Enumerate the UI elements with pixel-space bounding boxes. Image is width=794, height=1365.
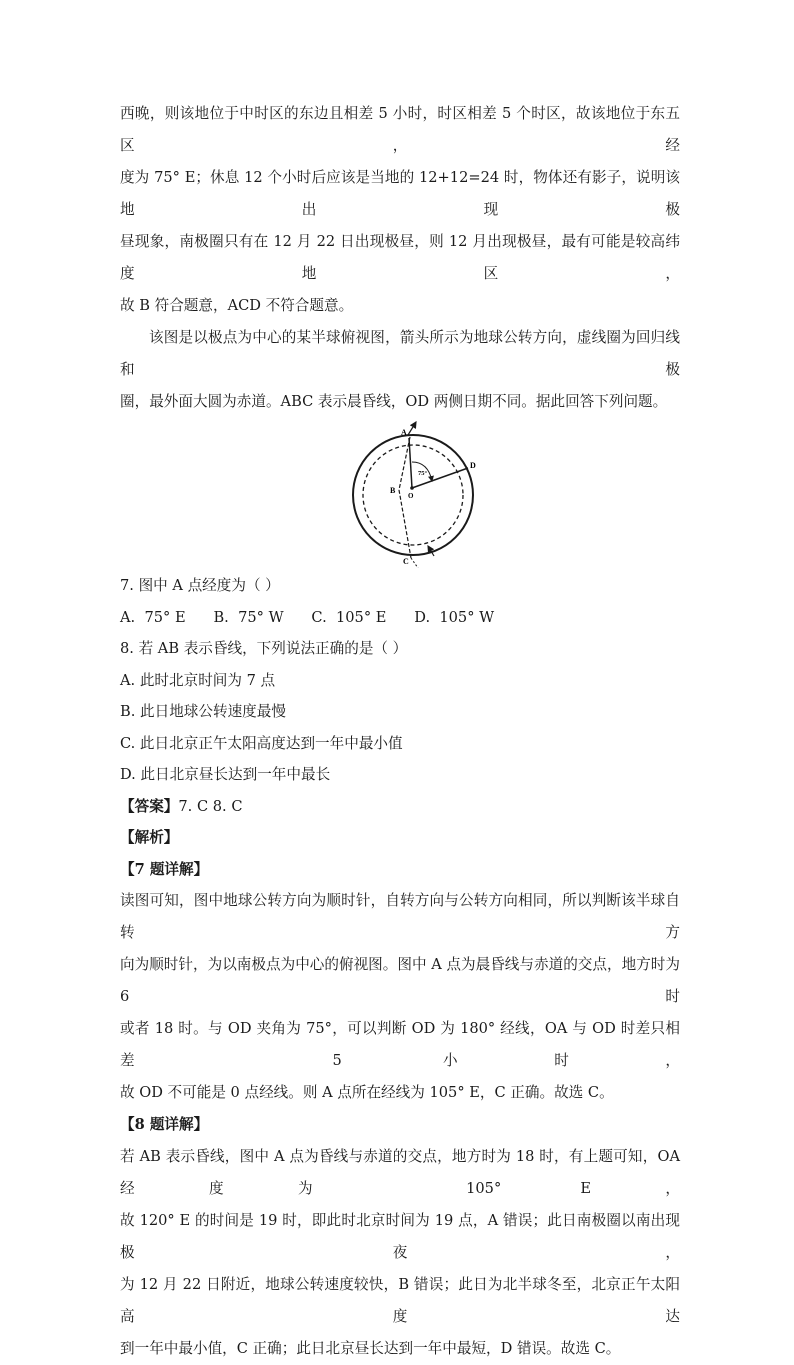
label-C: C	[403, 557, 409, 566]
q8-detail-line: 若 AB 表示昏线，图中 A 点为昏线与赤道的交点，地方时为 18 时，有上题可知，OA 经度为 105° E，	[120, 1147, 680, 1197]
text-line: 西晚，则该地位于中时区的东边且相差 5 小时，时区相差 5 个时区，故该地位于东五区，经	[120, 105, 680, 154]
q8-detail-line: 故 120° E 的时间是 19 时，即此时北京时间为 19 点，A 错误；此日南极圈以南出现极夜，	[120, 1211, 680, 1261]
q7-detail-line: 向为顺时针，为以南极点为中心的俯视图。图中 A 点为晨昏线与赤道的交点，地方时为 6 时	[120, 956, 680, 1005]
q8-detail-line: 到一年中最小值，C 正确；此日北京昼长达到一年中最短，D 错误。故选 C。	[120, 1339, 621, 1357]
q7-detail-line: 或者 18 时。与 OD 夹角为 75°，可以判断 OD 为 180° 经线，OA 与 OD 时差只相差 5 小时，	[120, 1020, 680, 1069]
intro-line: 圈，最外面大圆为赤道。ABC 表示晨昏线，OD 两侧日期不同。据此回答下列问题。	[120, 393, 668, 410]
hemisphere-diagram	[350, 418, 490, 568]
center-point	[410, 486, 414, 490]
text-line: 度为 75° E；休息 12 个小时后应该是当地的 12+12=24 时，物体还有影子，说明该地出现极	[120, 169, 680, 218]
q7-detail-line: 故 OD 不可能是 0 点经线。则 A 点所在经线为 105° E，C 正确。故选 C。	[120, 1084, 614, 1101]
terminator-extension	[411, 558, 418, 568]
q7-detail-line: 读图可知，图中地球公转方向为顺时针，自转方向与公转方向相同，所以判断该半球自转方	[120, 892, 680, 941]
hemisphere-figure	[120, 418, 680, 570]
answer-label: 【答案】	[120, 797, 179, 815]
revolution-arrow-top	[408, 422, 416, 435]
document-content	[120, 98, 680, 1365]
question-7-options: A. 75° E B. 75° W C. 105° E D. 105° W	[120, 608, 495, 626]
answer-line	[120, 791, 680, 823]
question-8-option: A. 此时北京时间为 7 点	[120, 671, 276, 689]
label-angle: 75°	[418, 470, 428, 477]
text-line: 昼现象，南极圈只有在 12 月 22 日出现极昼，则 12 月出现极昼，最有可能是较高纬度地区，	[120, 233, 680, 282]
question-8-option: C. 此日北京正午太阳高度达到一年中最小值	[120, 734, 403, 752]
answer-text: 7. C 8. C	[178, 797, 243, 815]
text-line: 故 B 符合题意，ACD 不符合题意。	[120, 297, 354, 314]
analysis-heading: 【解析】	[120, 829, 179, 846]
label-A: A	[401, 428, 407, 437]
q7-detail-heading: 【7 题详解】	[120, 860, 209, 878]
q8-detail-line: 为 12 月 22 日附近，地球公转速度较快，B 错误；此日为北半球冬至，北京正午太阳高度达	[120, 1275, 680, 1325]
label-B: B	[390, 486, 396, 495]
label-D: D	[470, 461, 476, 470]
label-O: O	[408, 492, 414, 500]
question-8-option: B. 此日地球公转速度最慢	[120, 703, 286, 720]
question-8-stem: 8. 若 AB 表示昏线，下列说法正确的是（ ）	[120, 640, 408, 657]
question-8-option: D. 此日北京昼长达到一年中最长	[120, 766, 331, 783]
q8-detail-heading: 【8 题详解】	[120, 1116, 209, 1133]
question-7-stem: 7. 图中 A 点经度为（ ）	[120, 577, 280, 594]
intro-line: 该图是以极点为中心的某半球俯视图，箭头所示为地球公转方向，虚线圈为回归线和极	[120, 329, 680, 378]
